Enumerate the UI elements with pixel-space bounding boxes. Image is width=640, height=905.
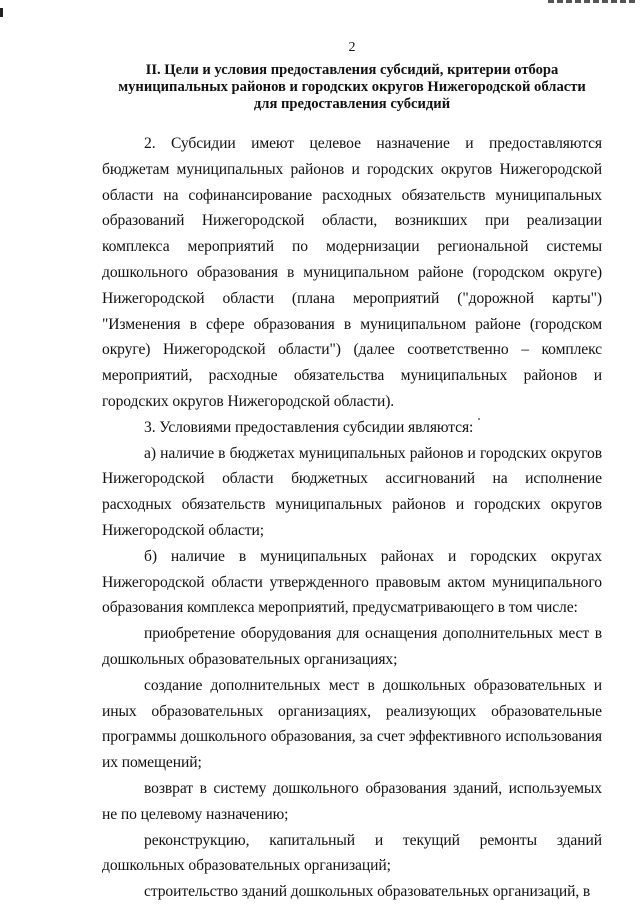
list-item-additional-places: создание дополнительных мест в дошкольных образовательных и иных образовательных организациях, реализующих образовательные программы дошкольного образования, за счет эффективного использования их помещений; xyxy=(102,676,602,772)
paragraph-3-conditions: 3. Условиями предоставления субсидии являются: xyxy=(144,418,474,436)
section-title-line: муниципальных районов и городских округов Нижегородской области xyxy=(118,79,586,95)
list-item-construction: строительство зданий дошкольных образовательных организаций, в xyxy=(144,883,591,901)
list-item-repairs: реконструкцию, капитальный и текущий ремонты зданий дошкольных образовательных организаций; xyxy=(102,831,602,875)
section-title-line: для предоставления субсидий xyxy=(253,96,451,112)
list-item-buildings-return: возврат в систему дошкольного образования зданий, используемых не по целевому назначению; xyxy=(102,779,602,823)
section-title-line: II. Цели и условия предоставления субсидий, критерии отбора xyxy=(145,62,559,78)
list-item-equipment: приобретение оборудования для оснащения дополнительных мест в дошкольных образовательных организациях; xyxy=(102,625,602,668)
paragraph-condition-a: а) наличие в бюджетах муниципальных районов и городских округов Нижегородской области бюджетных ассигнований на исполнение расходных обязательств муниципальных районов и городских округов Нижегородской области; xyxy=(102,444,602,539)
paragraph-2-purpose: 2. Субсидии имеют целевое назначение и предоставляются бюджетам муниципальных районов и городских округов Нижегородской области на софинансирование расходных обязательств муниципальных образований Нижегородской области, возникших при реализации комплекса мероприятий по модернизации региональной системы дошкольного образования в муниципальном районе (городском округе) Нижегородской области (плана мероприятий ("дорожной карты") "Изменения в сфере образования в муниципальном районе (городском округе) Нижегородской области") (далее соответственно – комплекс мероприятий, расходные обязательства муниципальных районов и городских округов Нижегородской области). xyxy=(102,135,602,410)
document-page xyxy=(102,40,602,905)
page-number: 2 xyxy=(348,40,356,55)
section-title xyxy=(102,62,602,113)
scan-mark-top-right xyxy=(548,0,638,3)
paragraph-condition-b: б) наличие в муниципальных районах и городских округах Нижегородской области утвержденного правовым актом муниципального образования комплекса мероприятий, предусматривающего в том числе: xyxy=(102,547,602,617)
scan-mark-left xyxy=(0,8,3,17)
